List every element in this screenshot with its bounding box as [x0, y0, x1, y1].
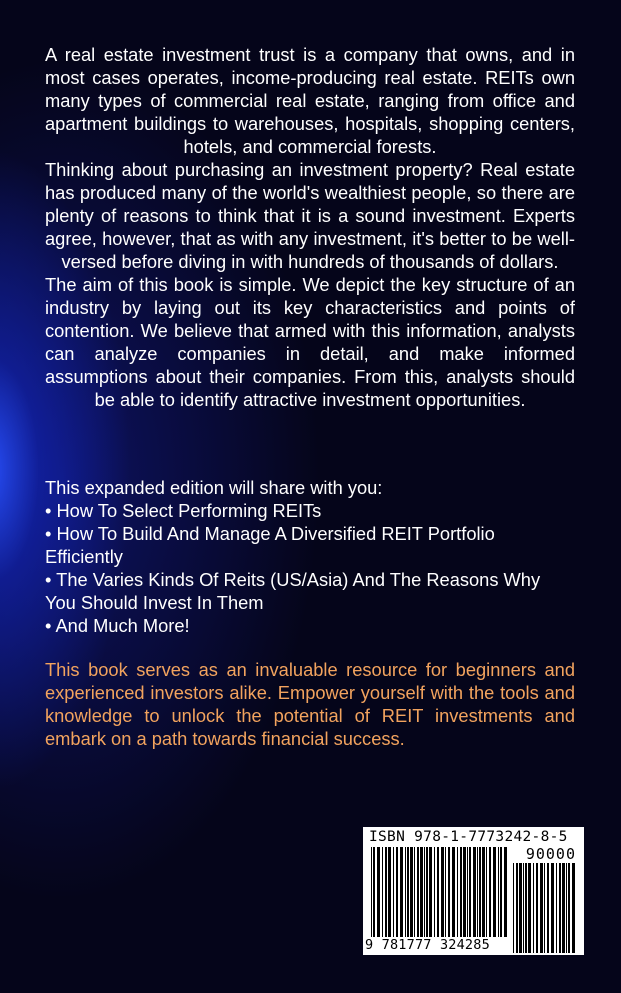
feature-item: • How To Select Performing REITs: [45, 500, 322, 521]
feature-item: • How To Build And Manage A Diversified REIT Portfolio Efficiently: [45, 523, 495, 567]
isbn-barcode: [363, 827, 584, 955]
intro-paragraph-1: A real estate investment trust is a company that owns, and in most cases operates, income-producing real estate. REITs own many types of commercial real estate, ranging from office and apartment buildings to warehouses, hospitals, shopping centers, hotels, and commercial forests.: [45, 44, 575, 157]
intro-text: [45, 43, 575, 411]
price-code: 90000: [525, 845, 576, 863]
closing-paragraph: This book serves as an invaluable resource for beginners and experienced investors alike. Empower yourself with the tools and knowledge to unlock the potential of REIT investments and embark on a path towards financial success.: [45, 659, 575, 749]
feature-item: • The Varies Kinds Of Reits (US/Asia) And The Reasons Why You Should Invest In Them: [45, 569, 541, 613]
features-heading: This expanded edition will share with you:: [45, 477, 383, 498]
closing-text: [45, 658, 575, 750]
intro-paragraph-3: The aim of this book is simple. We depict the key structure of an industry by laying out its key characteristics and points of contention. We believe that armed with this information, analysts can analyze companies in detail, and make informed assumptions about their companies. From this, analysts should be able to identify attractive investment opportunities.: [45, 274, 575, 410]
barcode-addon-bars: [513, 863, 577, 953]
barcode-digits: 9 781777 324285: [365, 937, 490, 953]
features-list: [45, 476, 575, 637]
isbn-label: ISBN 978-1-7773242-8-5: [369, 829, 568, 845]
intro-paragraph-2: Thinking about purchasing an investment property? Real estate has produced many of the world's wealthiest people, so there are plenty of reasons to think that it is a sound investment. Experts agree, however, that as with any investment, it's better to be well-versed before diving in with hundreds of thousands of dollars.: [45, 159, 575, 272]
feature-item: • And Much More!: [45, 615, 190, 636]
